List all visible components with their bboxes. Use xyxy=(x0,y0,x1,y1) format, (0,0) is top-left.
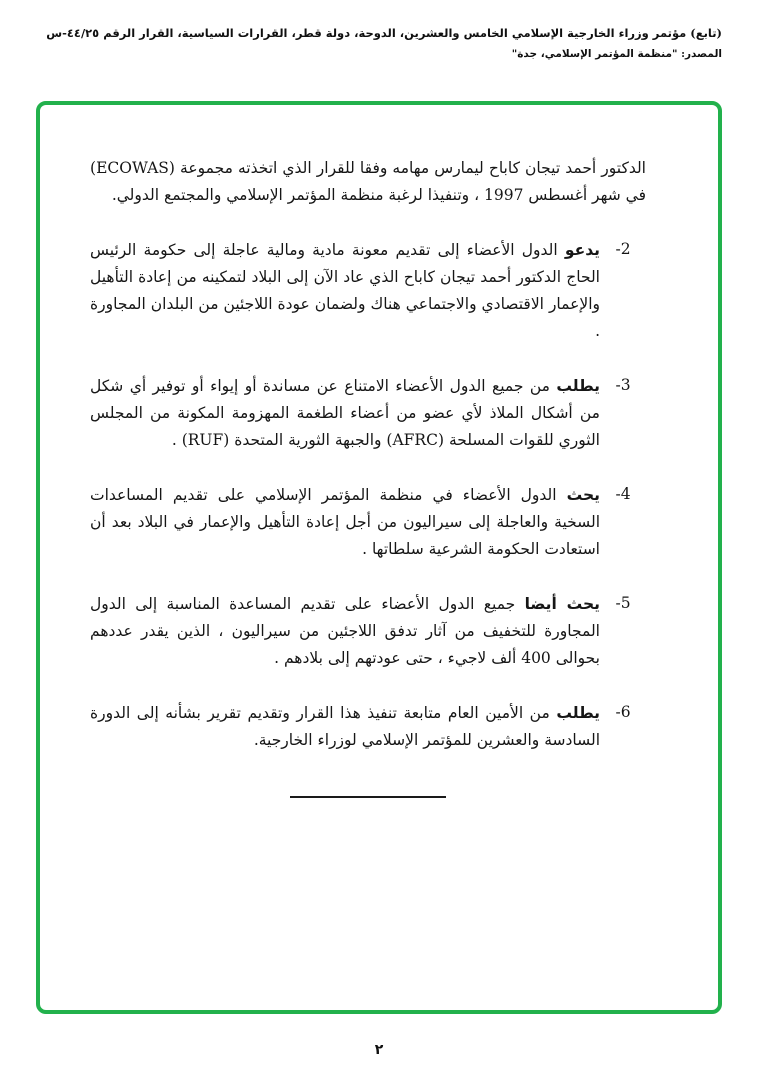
header-reference-line: (تابع) مؤتمر وزراء الخارجية الإسلامي الخامس والعشرين، الدوحة، دولة قطر، القرارات السياسية، القرار الرقم ٤٤/٢٥-س xyxy=(46,26,722,40)
item-lead-word: يطلب xyxy=(556,376,600,395)
document-header xyxy=(0,0,758,60)
resolution-item-3 xyxy=(90,372,646,454)
intro-paragraph: الدكتور أحمد تيجان كاباح ليمارس مهامه وفقا للقرار الذي اتخذته مجموعة (ECOWAS) في شهر أغسطس 1997 ، وتنفيذا لرغبة منظمة المؤتمر الإسلامي والمجتمع الدولي. xyxy=(90,159,646,204)
item-number: 4 xyxy=(620,485,631,503)
resolution-item-2 xyxy=(90,236,646,345)
item-number: 5 xyxy=(620,594,631,612)
item-number-marker xyxy=(600,590,646,672)
item-number: 2 xyxy=(620,240,631,258)
header-source-line: المصدر: "منظمة المؤتمر الإسلامي، جدة" xyxy=(511,48,722,61)
content-border-box xyxy=(36,101,722,1014)
item-paragraph xyxy=(90,699,600,754)
item-dash: - xyxy=(615,594,621,612)
resolution-item-5 xyxy=(90,590,646,672)
item-number-marker xyxy=(600,699,646,754)
resolution-item-6 xyxy=(90,699,646,754)
resolution-item-4 xyxy=(90,481,646,563)
end-rule xyxy=(290,796,446,798)
item-number-marker xyxy=(600,372,646,454)
item-body-text: جميع الدول الأعضاء على تقديم المساعدة المناسبة إلى الدول المجاورة للتخفيف من آثار تدفق اللاجئين من سيراليون ، الذين يقدر عددهم بحوالى 400 ألف لاجيء ، حتى عودتهم إلى بلادهم . xyxy=(90,595,600,667)
item-paragraph xyxy=(90,590,600,672)
item-dash: - xyxy=(615,485,621,503)
item-body-text: من الأمين العام متابعة تنفيذ هذا القرار وتقديم تقرير بشأنه إلى الدورة السادسة والعشرين للمؤتمر الإسلامي لوزراء الخارجية. xyxy=(90,704,600,749)
item-dash: - xyxy=(615,240,621,258)
item-dash: - xyxy=(615,703,621,721)
item-lead-word: يطلب xyxy=(556,703,600,722)
item-body-text: الدول الأعضاء في منظمة المؤتمر الإسلامي على تقديم المساعدات السخية والعاجلة إلى سيراليون من أجل إعادة التأهيل والإعمار في البلاد بعد أن استعادت الحكومة الشرعية سلطاتها . xyxy=(90,486,600,558)
item-lead-word: يحث أيضا xyxy=(524,594,600,613)
item-number: 3 xyxy=(620,376,631,394)
item-body-text: الدول الأعضاء إلى تقديم معونة مادية ومالية عاجلة إلى حكومة الرئيس الحاج الدكتور أحمد تيجان كاباح الذي عاد الآن إلى البلاد لتمكينه من إعادة التأهيل والإعمار الاقتصادي والاجتماعي هناك ولضمان عودة اللاجئين من البلدان المجاورة . xyxy=(90,241,600,340)
item-number-marker xyxy=(600,481,646,563)
item-lead-word: يدعو xyxy=(564,240,600,259)
item-number: 6 xyxy=(620,703,631,721)
item-paragraph xyxy=(90,372,600,454)
item-body-text: من جميع الدول الأعضاء الامتناع عن مساندة أو إيواء أو توفير أي شكل من أشكال الملاذ لأي عضو من أعضاء الطغمة المهزومة المكونة من المجلس الثوري للقوات المسلحة (AFRC) والجبهة الثورية المتحدة (RUF) . xyxy=(90,377,600,449)
item-lead-word: يحث xyxy=(566,485,600,504)
item-paragraph xyxy=(90,481,600,563)
item-dash: - xyxy=(615,376,621,394)
page-number: ٢ xyxy=(374,1042,384,1058)
item-number-marker xyxy=(600,236,646,345)
item-paragraph xyxy=(90,236,600,345)
resolution-body xyxy=(40,105,718,798)
